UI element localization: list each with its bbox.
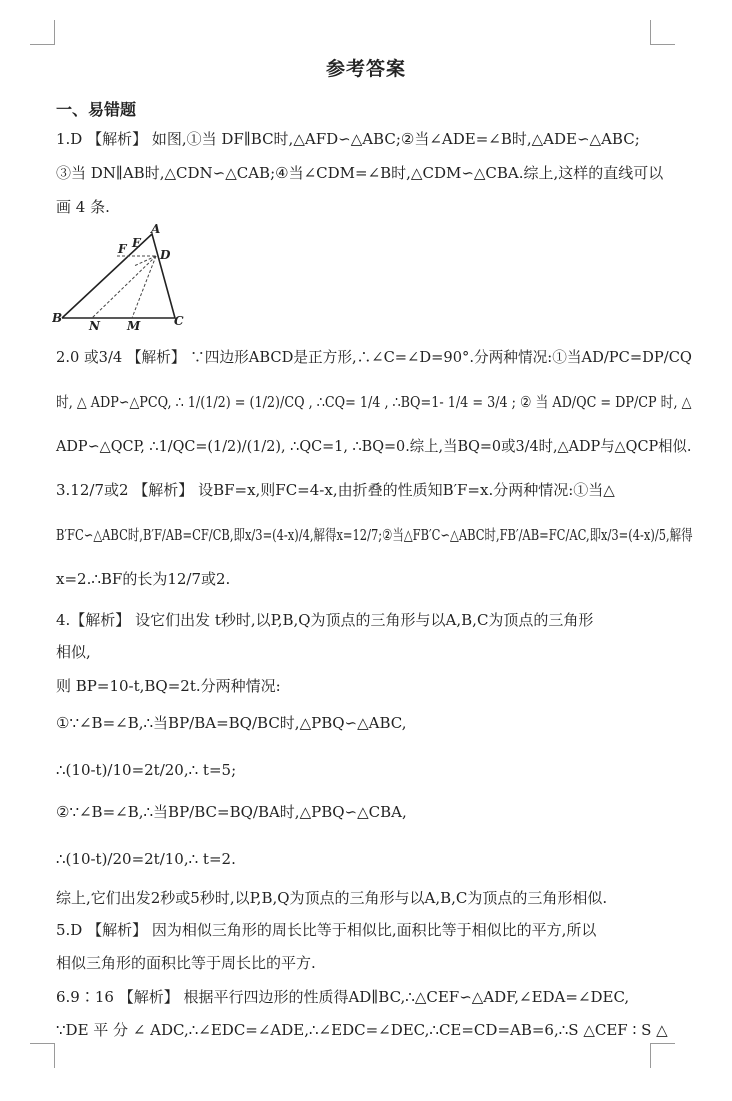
corner-mark-top-left — [30, 20, 55, 45]
text-line-2: ③当 DN∥AB时,△CDN∽△CAB;④当∠CDM=∠B时,△CDM∽△CBA.综上,这样的直线可以 — [56, 164, 664, 182]
label-b: B — [52, 311, 63, 325]
text-line-18: 5.D 【解析】 因为相似三角形的周长比等于相似比,面积比等于相似比的平方,所以 — [56, 921, 597, 939]
text-line-17: 综上,它们出发2秒或5秒时,以P,B,Q为顶点的三角形与以A,B,C为顶点的三角形相似. — [56, 889, 608, 907]
segment-dn — [92, 256, 156, 318]
text-line-5: 时, △ ADP∽△PCQ, ∴ 1/(1/2) = (1/2)/CQ , ∴CQ= 1/4 , ∴BQ=1- 1/4 = 3/4 ; ② 当 AD/QC = DP/CP 时, △ — [56, 393, 692, 411]
text-line-6: ADP∽△QCP, ∴1/QC=(1/2)/(1/2), ∴QC=1, ∴BQ=0.综上,当BQ=0或3/4时,△ADP与△QCP相似. — [56, 437, 692, 455]
segment-de — [134, 256, 156, 266]
text-line-14: ∴(10-t)/10=2t/20,∴ t=5; — [56, 761, 237, 779]
text-line-3: 画 4 条. — [56, 198, 110, 216]
text-line-10: 4.【解析】 设它们出发 t秒时,以P,B,Q为顶点的三角形与以A,B,C为顶点的三角形 — [56, 611, 594, 629]
label-e: E — [132, 236, 142, 250]
text-line-13: ①∵∠B=∠B,∴当BP/BA=BQ/BC时,△PBQ∽△ABC, — [56, 714, 407, 732]
text-line-19: 相似三角形的面积比等于周长比的平方. — [56, 954, 316, 972]
geometry-figure — [52, 222, 192, 332]
text-line-8: B′FC∽△ABC时,B′F/AB=CF/CB,即x/3=(4-x)/4,解得x=12/7;②当△FB′C∽△ABC时,FB′/AB=FC/AC,即x/3=(4-x)/5,解得 — [56, 526, 693, 544]
text-line-16: ∴(10-t)/20=2t/10,∴ t=2. — [56, 850, 236, 868]
label-m: M — [127, 319, 141, 332]
label-n: N — [89, 319, 100, 332]
text-line-21: ∵DE 平 分 ∠ ADC,∴∠EDC=∠ADE,∴∠EDC=∠DEC,∴CE=CD=AB=6,∴S △CEF ∶ S △ — [56, 1021, 668, 1039]
text-line-7: 3.12/7或2 【解析】 设BF=x,则FC=4-x,由折叠的性质知B′F=x.分两种情况:①当△ — [56, 481, 615, 499]
label-a: A — [151, 222, 161, 236]
label-c: C — [174, 314, 184, 328]
text-line-11: 相似, — [56, 643, 91, 661]
page-title: 参考答案 — [325, 58, 406, 80]
corner-mark-bottom-left — [30, 1043, 55, 1068]
corner-mark-top-right — [650, 20, 675, 45]
text-line-15: ②∵∠B=∠B,∴当BP/BC=BQ/BA时,△PBQ∽△CBA, — [56, 803, 407, 821]
text-line-20: 6.9∶16 【解析】 根据平行四边形的性质得AD∥BC,∴△CEF∽△ADF,∠EDA=∠DEC, — [56, 988, 630, 1006]
section-heading: 一、易错题 — [56, 100, 137, 119]
text-line-12: 则 BP=10-t,BQ=2t.分两种情况: — [56, 677, 281, 695]
text-line-1: 1.D 【解析】 如图,①当 DF∥BC时,△AFD∽△ABC;②当∠ADE=∠B时,△ADE∽△ABC; — [56, 130, 640, 148]
text-line-9: x=2.∴BF的长为12/7或2. — [56, 570, 231, 588]
label-d: D — [160, 248, 171, 262]
label-f: F — [118, 242, 127, 256]
corner-mark-bottom-right — [650, 1043, 675, 1068]
text-line-4: 2.0 或3/4 【解析】 ∵四边形ABCD是正方形,∴∠C=∠D=90°.分两种情况:①当AD/PC=DP/CQ — [56, 348, 692, 366]
